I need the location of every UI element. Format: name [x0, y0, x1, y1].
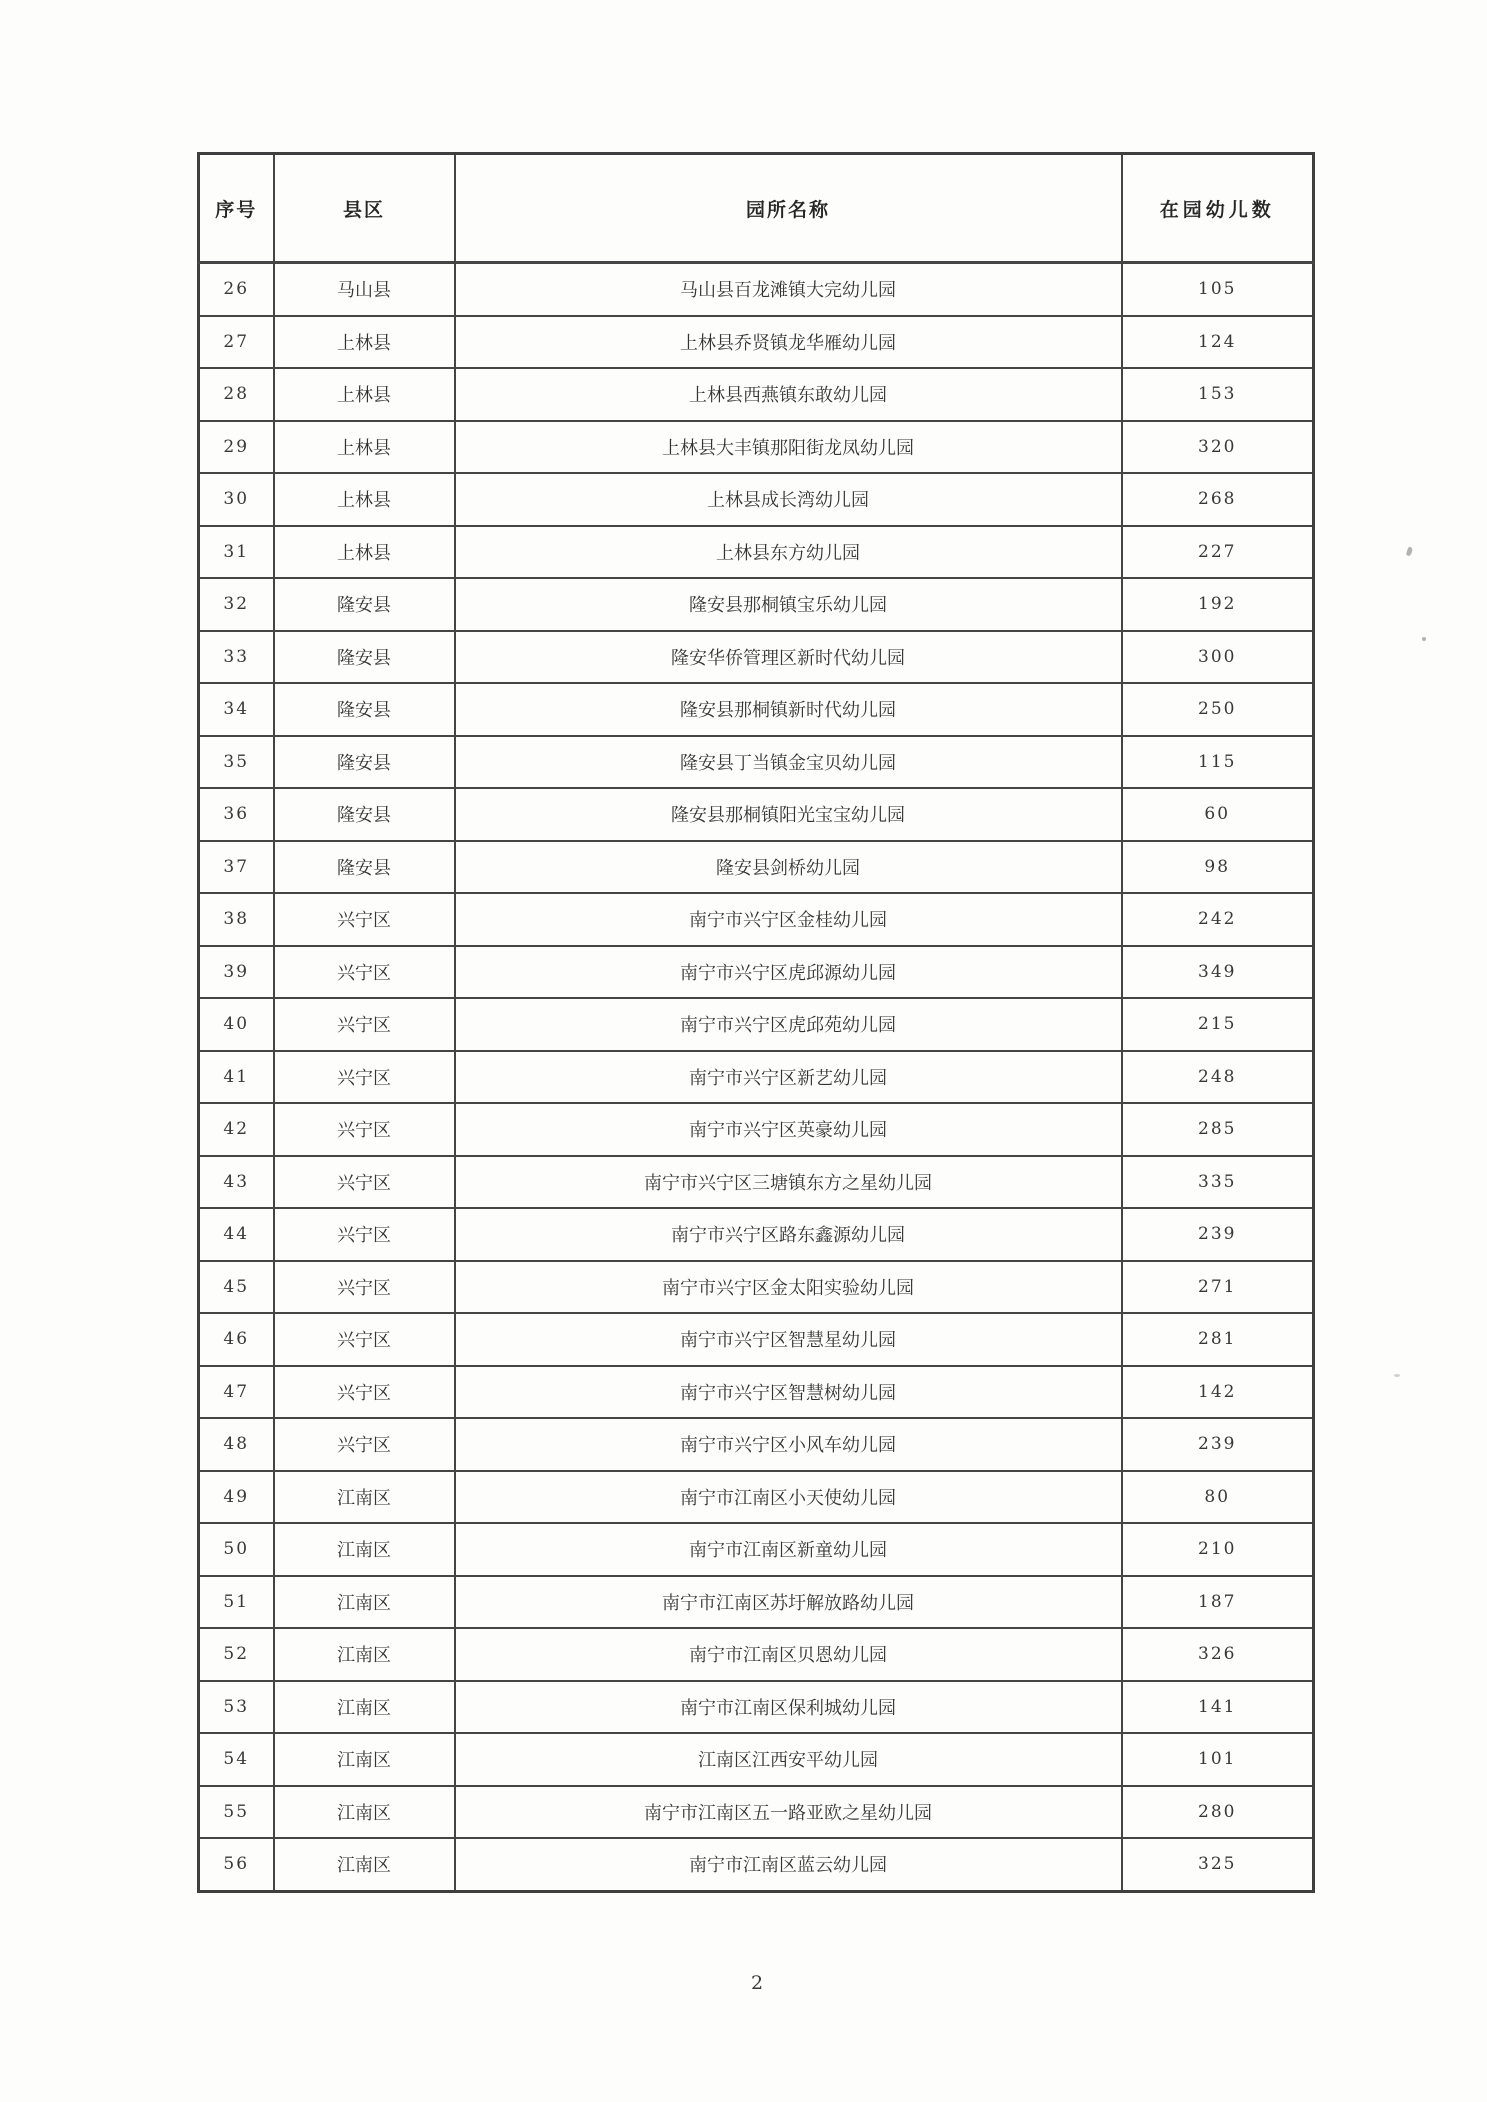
cell-district: 江南区	[274, 1786, 455, 1839]
cell-children-count: 239	[1122, 1208, 1314, 1261]
table-row	[199, 421, 1314, 474]
cell-kindergarten-name: 江南区江西安平幼儿园	[455, 1733, 1122, 1786]
cell-district: 江南区	[274, 1838, 455, 1891]
cell-serial: 53	[199, 1681, 274, 1734]
cell-serial: 30	[199, 473, 274, 526]
table-row	[199, 1156, 1314, 1209]
cell-serial: 39	[199, 946, 274, 999]
cell-kindergarten-name: 南宁市江南区新童幼儿园	[455, 1523, 1122, 1576]
col-header-district: 县区	[274, 154, 455, 263]
cell-district: 隆安县	[274, 631, 455, 684]
cell-children-count: 320	[1122, 421, 1314, 474]
table-row	[199, 473, 1314, 526]
cell-kindergarten-name: 上林县东方幼儿园	[455, 526, 1122, 579]
cell-district: 隆安县	[274, 736, 455, 789]
page-number: 2	[750, 1972, 764, 1994]
table-row	[199, 1628, 1314, 1681]
cell-kindergarten-name: 南宁市江南区保利城幼儿园	[455, 1681, 1122, 1734]
table-row	[199, 316, 1314, 369]
cell-serial: 26	[199, 263, 274, 316]
cell-kindergarten-name: 南宁市兴宁区虎邱苑幼儿园	[455, 998, 1122, 1051]
table-row	[199, 683, 1314, 736]
table-row	[199, 1786, 1314, 1839]
table-row	[199, 736, 1314, 789]
cell-district: 江南区	[274, 1628, 455, 1681]
cell-children-count: 153	[1122, 368, 1314, 421]
cell-kindergarten-name: 上林县成长湾幼儿园	[455, 473, 1122, 526]
cell-kindergarten-name: 南宁市江南区蓝云幼儿园	[455, 1838, 1122, 1891]
table-row	[199, 1103, 1314, 1156]
cell-district: 上林县	[274, 316, 455, 369]
cell-children-count: 142	[1122, 1366, 1314, 1419]
table-row	[199, 841, 1314, 894]
cell-children-count: 268	[1122, 473, 1314, 526]
table-row	[199, 998, 1314, 1051]
table-row	[199, 946, 1314, 999]
cell-district: 隆安县	[274, 841, 455, 894]
table-row	[199, 1418, 1314, 1471]
cell-serial: 51	[199, 1576, 274, 1629]
cell-children-count: 280	[1122, 1786, 1314, 1839]
table-row	[199, 263, 1314, 316]
cell-serial: 36	[199, 788, 274, 841]
cell-serial: 47	[199, 1366, 274, 1419]
scan-speck	[1422, 637, 1426, 641]
cell-kindergarten-name: 隆安县丁当镇金宝贝幼儿园	[455, 736, 1122, 789]
cell-kindergarten-name: 南宁市兴宁区英豪幼儿园	[455, 1103, 1122, 1156]
cell-children-count: 210	[1122, 1523, 1314, 1576]
cell-serial: 31	[199, 526, 274, 579]
cell-children-count: 187	[1122, 1576, 1314, 1629]
table-row	[199, 1523, 1314, 1576]
cell-serial: 49	[199, 1471, 274, 1524]
table-row	[199, 1313, 1314, 1366]
cell-kindergarten-name: 南宁市江南区小天使幼儿园	[455, 1471, 1122, 1524]
cell-serial: 44	[199, 1208, 274, 1261]
cell-kindergarten-name: 南宁市兴宁区小风车幼儿园	[455, 1418, 1122, 1471]
cell-district: 上林县	[274, 473, 455, 526]
table-row	[199, 788, 1314, 841]
cell-district: 兴宁区	[274, 893, 455, 946]
cell-children-count: 101	[1122, 1733, 1314, 1786]
cell-children-count: 98	[1122, 841, 1314, 894]
cell-district: 上林县	[274, 421, 455, 474]
cell-serial: 40	[199, 998, 274, 1051]
table-row	[199, 1471, 1314, 1524]
table-row	[199, 893, 1314, 946]
cell-district: 兴宁区	[274, 998, 455, 1051]
table-header-row	[199, 154, 1314, 263]
cell-children-count: 349	[1122, 946, 1314, 999]
table-row	[199, 1366, 1314, 1419]
cell-serial: 38	[199, 893, 274, 946]
cell-children-count: 105	[1122, 263, 1314, 316]
cell-district: 江南区	[274, 1733, 455, 1786]
cell-children-count: 248	[1122, 1051, 1314, 1104]
cell-district: 江南区	[274, 1576, 455, 1629]
cell-kindergarten-name: 南宁市兴宁区智慧树幼儿园	[455, 1366, 1122, 1419]
table-row	[199, 1681, 1314, 1734]
cell-children-count: 335	[1122, 1156, 1314, 1209]
cell-children-count: 60	[1122, 788, 1314, 841]
cell-district: 兴宁区	[274, 1313, 455, 1366]
table-row	[199, 1733, 1314, 1786]
cell-serial: 56	[199, 1838, 274, 1891]
table-row	[199, 1261, 1314, 1314]
cell-district: 江南区	[274, 1681, 455, 1734]
cell-serial: 27	[199, 316, 274, 369]
cell-kindergarten-name: 南宁市兴宁区金桂幼儿园	[455, 893, 1122, 946]
cell-children-count: 326	[1122, 1628, 1314, 1681]
cell-district: 兴宁区	[274, 1261, 455, 1314]
cell-kindergarten-name: 隆安县那桐镇阳光宝宝幼儿园	[455, 788, 1122, 841]
cell-serial: 46	[199, 1313, 274, 1366]
cell-kindergarten-name: 南宁市兴宁区三塘镇东方之星幼儿园	[455, 1156, 1122, 1209]
cell-serial: 41	[199, 1051, 274, 1104]
scan-speck	[1406, 546, 1414, 556]
col-header-kindergarten-name: 园所名称	[455, 154, 1122, 263]
cell-serial: 32	[199, 578, 274, 631]
cell-kindergarten-name: 隆安县那桐镇新时代幼儿园	[455, 683, 1122, 736]
cell-children-count: 215	[1122, 998, 1314, 1051]
cell-serial: 54	[199, 1733, 274, 1786]
cell-serial: 52	[199, 1628, 274, 1681]
cell-district: 兴宁区	[274, 1156, 455, 1209]
cell-children-count: 242	[1122, 893, 1314, 946]
cell-kindergarten-name: 隆安县剑桥幼儿园	[455, 841, 1122, 894]
cell-district: 马山县	[274, 263, 455, 316]
table-row	[199, 526, 1314, 579]
table-row	[199, 1051, 1314, 1104]
cell-kindergarten-name: 上林县大丰镇那阳街龙凤幼儿园	[455, 421, 1122, 474]
cell-children-count: 300	[1122, 631, 1314, 684]
cell-kindergarten-name: 南宁市江南区贝恩幼儿园	[455, 1628, 1122, 1681]
cell-serial: 37	[199, 841, 274, 894]
cell-children-count: 325	[1122, 1838, 1314, 1891]
cell-children-count: 141	[1122, 1681, 1314, 1734]
col-header-children-count: 在园幼儿数	[1122, 154, 1314, 263]
cell-children-count: 281	[1122, 1313, 1314, 1366]
cell-district: 上林县	[274, 368, 455, 421]
cell-kindergarten-name: 南宁市江南区五一路亚欧之星幼儿园	[455, 1786, 1122, 1839]
cell-serial: 28	[199, 368, 274, 421]
cell-children-count: 250	[1122, 683, 1314, 736]
cell-children-count: 285	[1122, 1103, 1314, 1156]
scan-speck	[1394, 1374, 1400, 1377]
cell-kindergarten-name: 上林县乔贤镇龙华雁幼儿园	[455, 316, 1122, 369]
cell-serial: 33	[199, 631, 274, 684]
cell-kindergarten-name: 南宁市兴宁区路东鑫源幼儿园	[455, 1208, 1122, 1261]
cell-district: 隆安县	[274, 578, 455, 631]
cell-serial: 48	[199, 1418, 274, 1471]
cell-kindergarten-name: 上林县西燕镇东敢幼儿园	[455, 368, 1122, 421]
cell-serial: 42	[199, 1103, 274, 1156]
cell-kindergarten-name: 隆安华侨管理区新时代幼儿园	[455, 631, 1122, 684]
cell-kindergarten-name: 南宁市江南区苏圩解放路幼儿园	[455, 1576, 1122, 1629]
table-row	[199, 1576, 1314, 1629]
cell-district: 江南区	[274, 1523, 455, 1576]
table-row	[199, 368, 1314, 421]
cell-district: 江南区	[274, 1471, 455, 1524]
cell-children-count: 271	[1122, 1261, 1314, 1314]
cell-children-count: 239	[1122, 1418, 1314, 1471]
cell-children-count: 80	[1122, 1471, 1314, 1524]
cell-children-count: 115	[1122, 736, 1314, 789]
table-row	[199, 1208, 1314, 1261]
cell-district: 隆安县	[274, 683, 455, 736]
cell-serial: 50	[199, 1523, 274, 1576]
cell-children-count: 227	[1122, 526, 1314, 579]
cell-district: 兴宁区	[274, 946, 455, 999]
table-row	[199, 631, 1314, 684]
cell-district: 隆安县	[274, 788, 455, 841]
cell-district: 兴宁区	[274, 1418, 455, 1471]
cell-kindergarten-name: 南宁市兴宁区金太阳实验幼儿园	[455, 1261, 1122, 1314]
cell-children-count: 124	[1122, 316, 1314, 369]
cell-serial: 45	[199, 1261, 274, 1314]
col-header-serial: 序号	[199, 154, 274, 263]
cell-serial: 55	[199, 1786, 274, 1839]
cell-district: 兴宁区	[274, 1208, 455, 1261]
cell-serial: 29	[199, 421, 274, 474]
cell-district: 兴宁区	[274, 1051, 455, 1104]
cell-district: 兴宁区	[274, 1103, 455, 1156]
cell-serial: 43	[199, 1156, 274, 1209]
cell-kindergarten-name: 南宁市兴宁区智慧星幼儿园	[455, 1313, 1122, 1366]
cell-kindergarten-name: 南宁市兴宁区虎邱源幼儿园	[455, 946, 1122, 999]
cell-children-count: 192	[1122, 578, 1314, 631]
table-row	[199, 1838, 1314, 1891]
cell-kindergarten-name: 隆安县那桐镇宝乐幼儿园	[455, 578, 1122, 631]
cell-kindergarten-name: 南宁市兴宁区新艺幼儿园	[455, 1051, 1122, 1104]
cell-serial: 35	[199, 736, 274, 789]
cell-serial: 34	[199, 683, 274, 736]
table-row	[199, 578, 1314, 631]
kindergarten-table	[197, 152, 1315, 1893]
cell-district: 上林县	[274, 526, 455, 579]
cell-kindergarten-name: 马山县百龙滩镇大完幼儿园	[455, 263, 1122, 316]
cell-district: 兴宁区	[274, 1366, 455, 1419]
